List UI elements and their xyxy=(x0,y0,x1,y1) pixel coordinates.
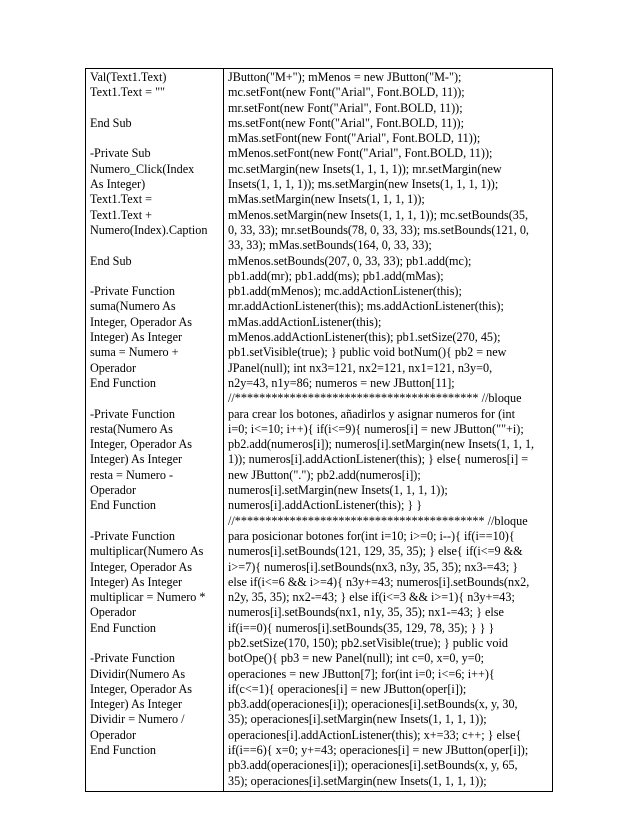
java-code-line: mMenos.setBounds(207, 0, 33, 33); pb1.add(mc); xyxy=(228,253,472,268)
vb-code-line: Integer, Operador As xyxy=(90,559,193,574)
java-code-line: numeros[i].setBounds(121, 129, 35, 35); } else{ if(i<=9 && xyxy=(228,544,523,559)
java-code-line: operaciones[i].addActionListener(this); x+=33; c++; } else{ xyxy=(228,727,522,742)
java-code-line: mc.setMargin(new Insets(1, 1, 1, 1)); mr.setMargin(new xyxy=(228,161,502,176)
java-code-line: mr.setFont(new Font("Arial", Font.BOLD, 11)); xyxy=(228,100,463,115)
vb-code-line: -Private Function xyxy=(90,528,175,543)
vb-code-line: End Function xyxy=(90,375,157,390)
vb-code-line: End Function xyxy=(90,620,157,635)
vb-code-line: suma = Numero + xyxy=(90,345,179,360)
vb-code-line: resta(Numero As xyxy=(90,421,173,436)
java-code-line: mMenos.addActionListener(this); pb1.setSize(270, 45); xyxy=(228,330,501,345)
java-code-line: if(i==0){ numeros[i].setBounds(35, 129, 78, 35); } } } xyxy=(228,620,495,635)
vb-code-line: End Function xyxy=(90,498,157,513)
vb-code-line: Operador xyxy=(90,727,137,742)
vb-code-line: Integer) As Integer xyxy=(90,452,183,467)
vb-code-line: Integer, Operador As xyxy=(90,681,193,696)
java-code-line: i>=7){ numeros[i].setBounds(nx3, n3y, 35, 35); nx3-=43; } xyxy=(228,559,519,574)
java-code-line: JButton("M+"); mMenos = new JButton("M-"); xyxy=(228,70,462,84)
vb-code-line: multiplicar = Numero * xyxy=(90,590,206,605)
vb-code-line: End Function xyxy=(90,743,157,758)
java-code-line: 0, 33, 33); mr.setBounds(78, 0, 33, 33); ms.setBounds(121, 0, xyxy=(228,222,529,237)
java-code-line: para posicionar botones for(int i=10; i>=0; i--){ if(i==10){ xyxy=(228,528,515,543)
vb-code-line: resta = Numero - xyxy=(90,467,174,482)
java-code-line: mMas.setFont(new Font("Arial", Font.BOLD, 11)); xyxy=(228,131,481,146)
vb-code-line: Integer, Operador As xyxy=(90,314,193,329)
vb-code-line: Text1.Text = "" xyxy=(90,85,166,100)
vb-code-line xyxy=(90,636,220,651)
vb-code-line: -Private Function xyxy=(90,651,175,666)
java-code-line: 33, 33); mMas.setBounds(164, 0, 33, 33); xyxy=(228,238,432,253)
code-comparison-table xyxy=(85,68,553,792)
java-code-line: mMenos.setMargin(new Insets(1, 1, 1, 1)); mc.setBounds(35, xyxy=(228,207,529,222)
vb-code-line xyxy=(90,269,220,284)
vb-code-line xyxy=(90,238,220,253)
java-code-line: ms.setFont(new Font("Arial", Font.BOLD, 11)); xyxy=(228,115,464,130)
vb-code-line: Text1.Text = xyxy=(90,192,153,207)
vb-code-line: Dividir(Numero As xyxy=(90,666,186,681)
table-row xyxy=(86,69,553,792)
java-code-line: botOpe(){ pb3 = new Panel(null); int c=0, x=0, y=0; xyxy=(228,651,485,666)
java-code-line: operaciones = new JButton[7]; for(int i=0; i<=6; i++){ xyxy=(228,666,495,681)
java-code-line: mMenos.setFont(new Font("Arial", Font.BOLD, 11)); xyxy=(228,146,493,161)
vb-code-line: End Sub xyxy=(90,115,132,130)
java-code-line: new JButton("."); pb2.add(numeros[i]); xyxy=(228,467,421,482)
java-code-line: JPanel(null); int nx3=121, nx2=121, nx1=121, n3y=0, xyxy=(228,360,493,375)
java-code-line: pb2.setSize(170, 150); pb2.setVisible(true); } public void xyxy=(228,635,508,650)
java-code-line: mr.addActionListener(this); ms.addActionListener(this); xyxy=(228,299,504,314)
vb-code-line: Operador xyxy=(90,605,137,620)
vb-code-line: multiplicar(Numero As xyxy=(90,544,204,559)
java-code-line: mMas.setMargin(new Insets(1, 1, 1, 1)); xyxy=(228,192,425,207)
java-code-line: Insets(1, 1, 1, 1)); ms.setMargin(new Insets(1, 1, 1, 1)); xyxy=(228,177,499,192)
vb-code-line: -Private Sub xyxy=(90,146,151,161)
vb-code-line xyxy=(90,131,220,146)
java-code-line: numeros[i].setMargin(new Insets(1, 1, 1, 1)); xyxy=(228,483,448,498)
java-code-line: pb1.setVisible(true); } public void botNum(){ pb2 = new xyxy=(228,345,507,360)
vb-code-line xyxy=(90,514,220,529)
vb-code-line: Text1.Text + xyxy=(90,207,153,222)
java-code-line: pb3.add(operaciones[i]); operaciones[i].setBounds(x, y, 30, xyxy=(228,697,518,712)
java-code-line: mMas.addActionListener(this); xyxy=(228,314,382,329)
java-code-line: 35); operaciones[i].setMargin(new Insets(1, 1, 1, 1)); xyxy=(228,712,487,727)
java-code-line: numeros[i].addActionListener(this); } } xyxy=(228,498,423,513)
vb-code-line: Numero(Index).Caption xyxy=(90,222,208,237)
java-code-line: mc.setFont(new Font("Arial", Font.BOLD, 11)); xyxy=(228,85,465,100)
java-code-line: //***************************************** //bloque xyxy=(228,513,528,528)
vb-code-line xyxy=(90,101,220,116)
java-code-line: else if(i<=6 && i>=4){ n3y+=43; numeros[i].setBounds(nx2, xyxy=(228,574,530,589)
vb-code-line: Integer, Operador As xyxy=(90,437,193,452)
vb-code-line: Operador xyxy=(90,360,137,375)
java-code-line: 35); operaciones[i].setMargin(new Insets(1, 1, 1, 1)); xyxy=(228,773,487,788)
vb-code-line: Val(Text1.Text) xyxy=(90,70,167,84)
java-code-line: if(c<=1){ operaciones[i] = new JButton(oper[i]); xyxy=(228,681,467,696)
java-code-line: pb1.add(mr); pb1.add(ms); pb1.add(mMas); xyxy=(228,268,444,283)
vb-code-cell xyxy=(86,69,224,792)
vb-code-line: End Sub xyxy=(90,253,132,268)
vb-code-line: suma(Numero As xyxy=(90,299,176,314)
java-code-line: n2y=43, n1y=86; numeros = new JButton[11]; xyxy=(228,375,455,390)
java-code-line: i=0; i<=10; i++){ if(i<=9){ numeros[i] = new JButton(""+i); xyxy=(228,421,524,436)
vb-code-line: Integer) As Integer xyxy=(90,574,183,589)
vb-code-line: -Private Function xyxy=(90,284,175,299)
java-code-cell xyxy=(224,69,553,792)
java-code-line: //**************************************** //bloque xyxy=(228,391,522,406)
vb-code-line: Integer) As Integer xyxy=(90,697,183,712)
vb-code-line xyxy=(90,391,220,406)
java-code-line: pb3.add(operaciones[i]); operaciones[i].setBounds(x, y, 65, xyxy=(228,758,518,773)
java-code-line: n2y, 35, 35); nx2-=43; } else if(i<=3 && i>=1){ n3y+=43; xyxy=(228,590,515,605)
vb-code-line: Integer) As Integer xyxy=(90,330,183,345)
vb-code-line: Operador xyxy=(90,483,137,498)
vb-code-line: Numero_Click(Index xyxy=(90,161,195,176)
java-code-line: 1)); numeros[i].addActionListener(this); } else{ numeros[i] = xyxy=(228,452,529,467)
java-code-line: numeros[i].setBounds(nx1, n1y, 35, 35); nx1-=43; } else xyxy=(228,605,504,620)
java-code-line: pb1.add(mMenos); mc.addActionListener(this); xyxy=(228,284,462,299)
vb-code-line: As Integer) xyxy=(90,177,146,192)
vb-code-line: -Private Function xyxy=(90,406,175,421)
java-code-line: para crear los botones, añadirlos y asignar numeros for (int xyxy=(228,406,515,421)
vb-code-line: Dividir = Numero / xyxy=(90,712,185,727)
java-code-line: if(i==6){ x=0; y+=43; operaciones[i] = new JButton(oper[i]); xyxy=(228,743,529,758)
java-code-line: pb2.add(numeros[i]); numeros[i].setMargin(new Insets(1, 1, 1, xyxy=(228,437,535,452)
